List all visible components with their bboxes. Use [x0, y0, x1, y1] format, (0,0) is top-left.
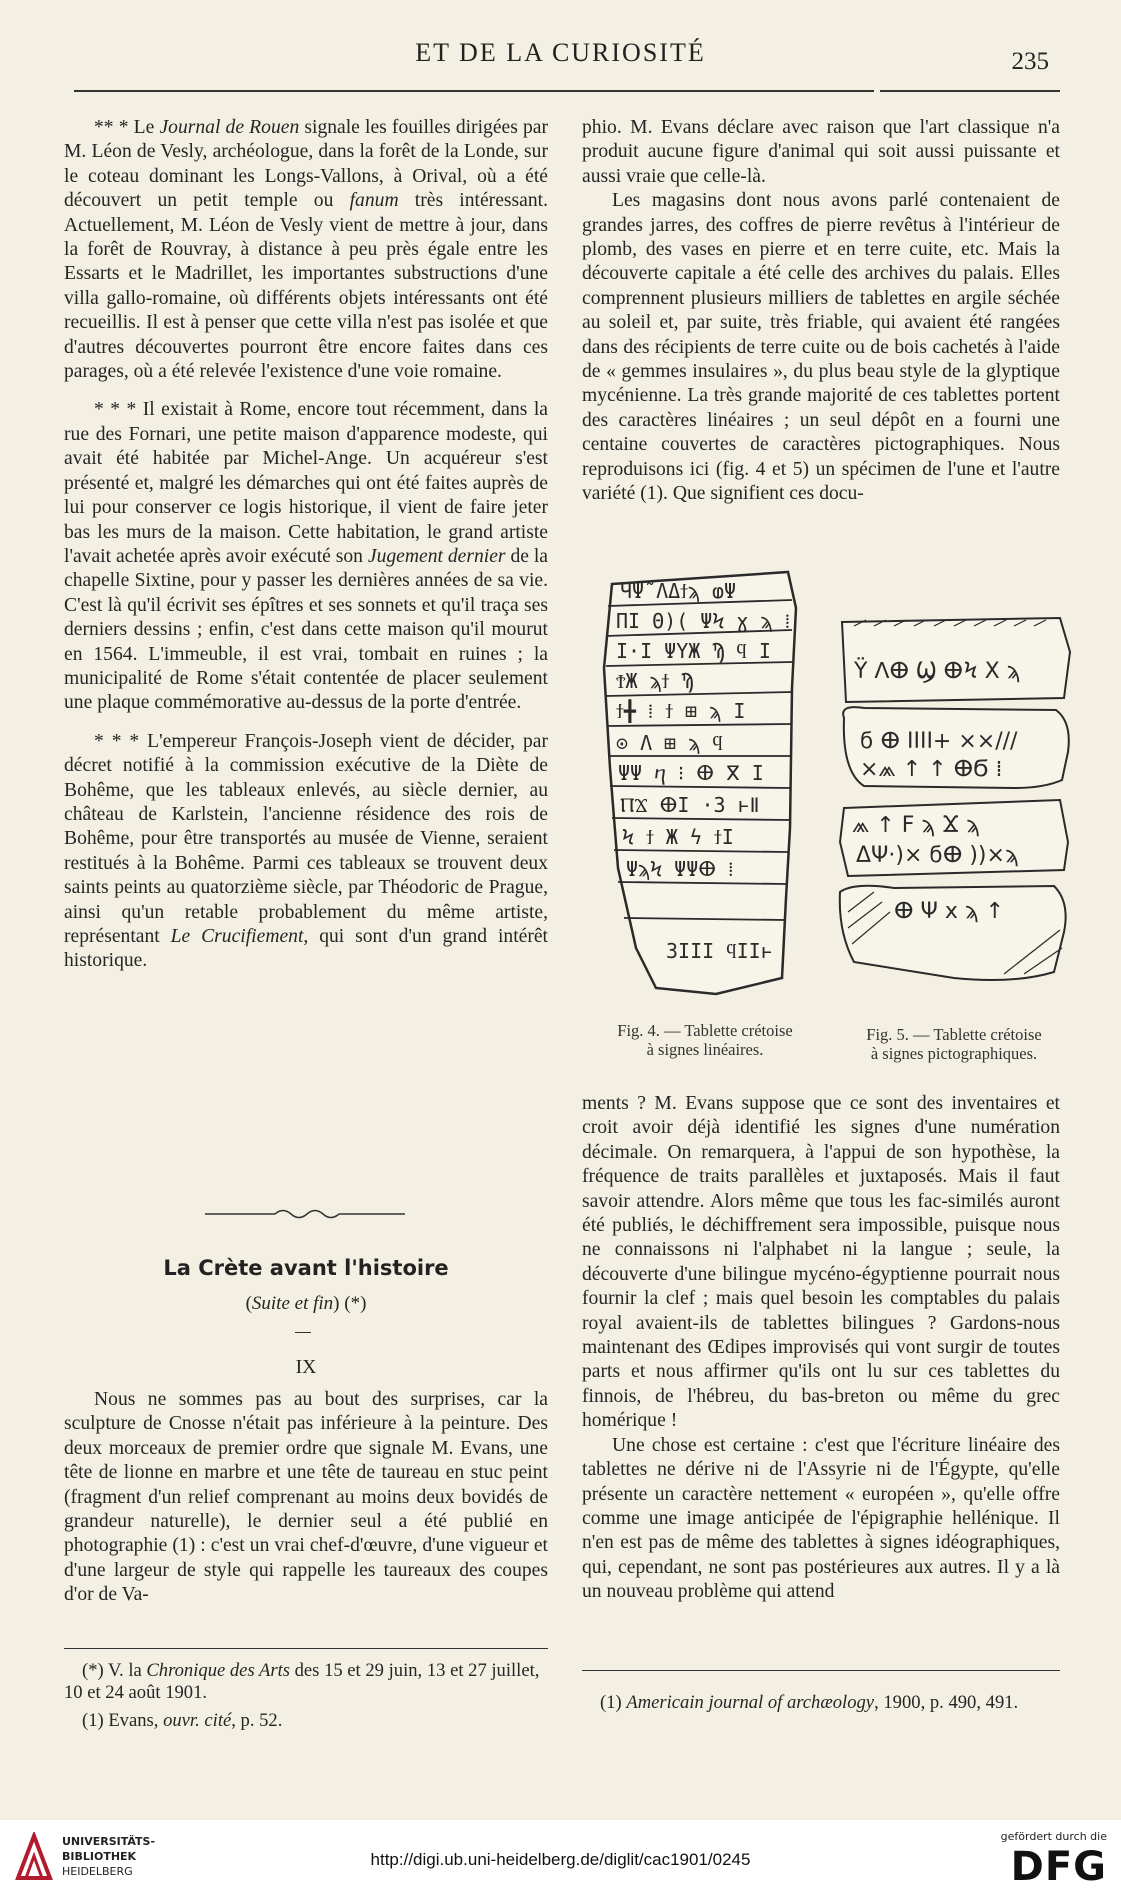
- svg-text:ΨΨ ⴄ ⁝ ⴲ ⴳ Ι: ΨΨ ⴄ ⁝ ⴲ ⴳ Ι: [618, 761, 764, 785]
- figure-4-caption: Fig. 4. — Tablette crétoise à signes linéaires.: [617, 1021, 793, 1059]
- footnote-rule-right: [582, 1670, 1060, 1671]
- dfg-logo: DFG: [1010, 1844, 1107, 1890]
- svg-text:ΨϡϞ ΨΨⴲ ⁞: ΨϡϞ ΨΨⴲ ⁞: [626, 857, 734, 881]
- paragraph-journal-de-rouen: ** * Le Journal de Rouen signale les fouilles dirigées par M. Léon de Vesly, archéologue, dans la forêt de la Londe, sur le coteau dominant les Longs-Vallons, à Orival, où a été découvert un petit temple ou fanum très intéressant. Actuellement, M. Léon de Vesly vient de mettre à jour, dans la forêt de Rouvray, à distance à peu près égale entre les Essarts et le Madrillet, les importantes substructions d'une villa gallo-romaine, où différents objets intéressants ont été recueillis. Il est à penser que cette villa n'est pas isolée et que d'autres découvertes pourront être encore faites dans ces parages, où a été relevée l'existence d'une voie romaine.: [64, 117, 548, 383]
- svg-text:ⴲ Ψ x ϡ ↑: ⴲ Ψ x ϡ ↑: [894, 899, 1005, 924]
- svg-text:⊙ Λ ⊞ ϡ ϥ: ⊙ Λ ⊞ ϡ ϥ: [616, 731, 723, 755]
- figure-4-linear-tablet: [596, 568, 804, 998]
- section-subtitle-italic: Suite et fin: [251, 1293, 334, 1314]
- svg-text:×⩕ ↑ ↑ ⴲϬ ⁞: ×⩕ ↑ ↑ ⴲϬ ⁞: [860, 757, 1003, 782]
- paragraph-inventaires: ments ? M. Evans suppose que ce sont des inventaires et croit avoir déjà identifié les signes d'une numération décimale. On remarquera, à l'appui de son hypothèse, la fréquence de traits parallèles et juxtaposés. Mais il faut savoir attendre. Alors même que tous les fac-similés auront été publiés, le déchiffrement sera impossible, puisque nous ne connaissons ni l'alphabet ni la langue ; seule, la découverte d'une bilingue mycéno-égyptienne pourrait nous fournir la clef ; mais quel besoin les comptables du palais royal avaient-ils de tablettes bilingues ? Gardons-nous maintenant des Œdipes improvisés qui vont surgir de toutes parts et nous affirmer qu'ils ont lu sur ces tablettes du finnois, de l'hébreu, du bas-breton ou même du grec homérique !: [582, 1093, 1060, 1432]
- svg-text:ΠΙ Θ)( ΨϞ ɣ ϡ ⁞: ΠΙ Θ)( ΨϞ ɣ ϡ ⁞: [616, 609, 791, 633]
- footnote-american-journal: (1) Americain journal of archæology, 1900, p. 490, 491.: [600, 1692, 1019, 1713]
- library-name: UNIVERSITÄTS- BIBLIOTHEK HEIDELBERG: [62, 1835, 156, 1878]
- header-rule-left: [74, 90, 874, 92]
- svg-text:ΔΨ·)× ϭⴲ ))×ϡ: ΔΨ·)× ϭⴲ ))×ϡ: [856, 843, 1019, 868]
- left-column: [64, 116, 548, 974]
- section-subtitle: (Suite et fin) (*): [245, 1293, 367, 1314]
- svg-text:Ϟ ϯ Ж ϟ ϯΙ: Ϟ ϯ Ж ϟ ϯΙ: [622, 825, 734, 849]
- right-column-lower: [582, 1092, 1060, 1605]
- funder-label: gefördert durch die: [1000, 1830, 1107, 1843]
- svg-text:Ι·Ι ΨΥЖ Ϡ ϥ Ι: Ι·Ι ΨΥЖ Ϡ ϥ Ι: [616, 639, 771, 663]
- figure-5-pictographic-tablets: [834, 612, 1076, 1007]
- svg-text:ϯ╋ ⁞ ϯ ⊞ ϡ Ι: ϯ╋ ⁞ ϯ ⊞ ϡ Ι: [616, 699, 746, 723]
- paragraph-continuation: phio. M. Evans déclare avec raison que l'art classique n'a produit aucune figure d'animal qui soit aussi puissante et aussi vraie que celle-là.: [582, 117, 1060, 187]
- footnote-chronique: (*) V. la Chronique des Arts des 15 et 29 juin, 13 et 27 juillet, 10 et 24 août 1901.: [64, 1660, 540, 1703]
- svg-text:ЧΨ̃ ΛΔϯϡ ⱷΨ: ЧΨ̃ ΛΔϯϡ ⱷΨ: [620, 579, 737, 603]
- svg-text:ϭ ⴲ ΙΙΙΙ+ ××///: ϭ ⴲ ΙΙΙΙ+ ××///: [860, 729, 1018, 754]
- footnote-rule-left: [64, 1648, 548, 1649]
- footnote-evans: (1) Evans, ouvr. cité, p. 52.: [82, 1710, 283, 1731]
- running-title: ET DE LA CURIOSITÉ: [415, 38, 706, 67]
- paragraph-archives: Les magasins dont nous avons parlé contenaient de grandes jarres, des coffres de pierre revêtus à l'intérieur de plomb, des vases en pierre et en terre cuite, etc. Mais la découverte capitale a été celle des archives du palais. Elles comprennent plusieurs milliers de tablettes en argile séchée au soleil et, par suite, très friable, qui avaient été rangées dans des récipients de terre cuite ou de bois cachetés à l'aide de « gemmes insulaires », du plus beau style de la glyptique mycénienne. La très grande majorité de ces tablettes portent des caractères linéaires ; un seul dépôt en a fourni une centaine couvertes de caractères pictographiques. Nous reproduisons ici (fig. 4 et 5) un spécimen de l'une et l'autre variété (1). Que signifient ces docu-: [582, 190, 1060, 505]
- svg-text:Ϋ ⴷⴲ Ϣ ⴲϞ X ϡ: Ϋ ⴷⴲ Ϣ ⴲϞ X ϡ: [854, 659, 1021, 684]
- svg-text:3ΙΙΙ ϥΙΙⱶ: 3ΙΙΙ ϥΙΙⱶ: [666, 939, 773, 963]
- right-column: [582, 116, 1060, 507]
- paragraph-ecriture-lineaire: Une chose est certaine : c'est que l'écriture linéaire des tablettes ne dérive ni de l'Assyrie ni de l'Égypte, qu'elle présente un caractère nettement « européen », qu'elle offre comme une image anticipée de l'épigraphie hellénique. Il n'en est pas de même des tablettes à signes idéographiques, qui, cependant, ne sont pas postérieures aux autres. Il y a là un nouveau problème qui attend: [582, 1434, 1060, 1603]
- svg-text:ϮЖ ϡϯ Ϡ: ϮЖ ϡϯ Ϡ: [616, 669, 694, 693]
- ornament-divider: [205, 1207, 405, 1221]
- left-column-lower: [64, 1388, 548, 1608]
- header-rule-right: [880, 90, 1060, 92]
- paragraph-maison-michel-ange: * * * Il existait à Rome, encore tout récemment, dans la rue des Fornari, une petite maison d'apparence modeste, qui avait été habitée par Michel-Ange. Un acquéreur s'est présenté et, malgré les démarches qui ont été faites auprès de lui pour conserver ce logis historique, il vient de faire jeter bas les murs de la maison. Cette habitation, le grand artiste l'avait achetée après avoir exécuté son Jugement dernier de la chapelle Sixtine, pour y passer les dernières années de sa vie. C'est là qu'il écrivit ses épîtres et ses sonnets et qu'il traça ses derniers dessins ; enfin, c'est dans cette maison qu'il mourut en 1564. L'immeuble, il est vrai, tombait en ruines ; la municipalité de Rome s'était contentée de placer seulement une plaque commémorative au-dessus de la porte d'entrée.: [64, 399, 548, 714]
- short-dash: [295, 1332, 311, 1333]
- svg-text:ⲠϪ ⴲΙ ·3 ⱶⅡ: ⲠϪ ⴲΙ ·3 ⱶⅡ: [620, 793, 760, 817]
- paragraph-sculpture: Nous ne sommes pas au bout des surprises, car la sculpture de Cnosse n'était pas inférieure à la peinture. Des deux morceaux de premier ordre que signale M. Evans, une tête de lionne en marbre et une tête de taureau en stuc peint (fragment d'un relief comprenant au moins deux bovidés de grandeur naturelle), le dernier seul a été publié en photographie (1) : c'est un vrai chef-d'œuvre, d'une vigueur et d'une largeur de style qui rappelle les taureaux des coupes d'or de Va-: [64, 1389, 548, 1606]
- page-number: 235: [1011, 48, 1049, 75]
- section-title: La Crète avant l'histoire: [163, 1256, 449, 1280]
- section-subtitle-ref: (*): [344, 1293, 367, 1314]
- viewer-footer: [0, 1820, 1121, 1894]
- chapter-numeral: IX: [295, 1357, 317, 1378]
- figure-5-caption: Fig. 5. — Tablette crétoise à signes pictographiques.: [866, 1025, 1042, 1063]
- svg-text:⩕ ↑ Ϝ ϡ Ϫ ϡ: ⩕ ↑ Ϝ ϡ Ϫ ϡ: [852, 813, 980, 838]
- source-url-link[interactable]: http://digi.ub.uni-heidelberg.de/diglit/cac1901/0245: [370, 1850, 751, 1869]
- paragraph-francois-joseph: * * * L'empereur François-Joseph vient de décider, par décret notifié à la commission exécutive de la Diète de Bohême, que les tableaux enlevés, au siècle dernier, au château de Karlstein, l'ancienne résidence des rois de Bohême, pour être transportés au musée de Vienne, seraient restitués à la Bohême. Parmi ces tableaux se trouvent deux saints peints au quatorzième siècle, par Théodoric de Prague, ainsi qu'un retable probablement du même artiste, représentant Le Crucifiement, qui sont d'un grand intérêt historique.: [64, 730, 548, 972]
